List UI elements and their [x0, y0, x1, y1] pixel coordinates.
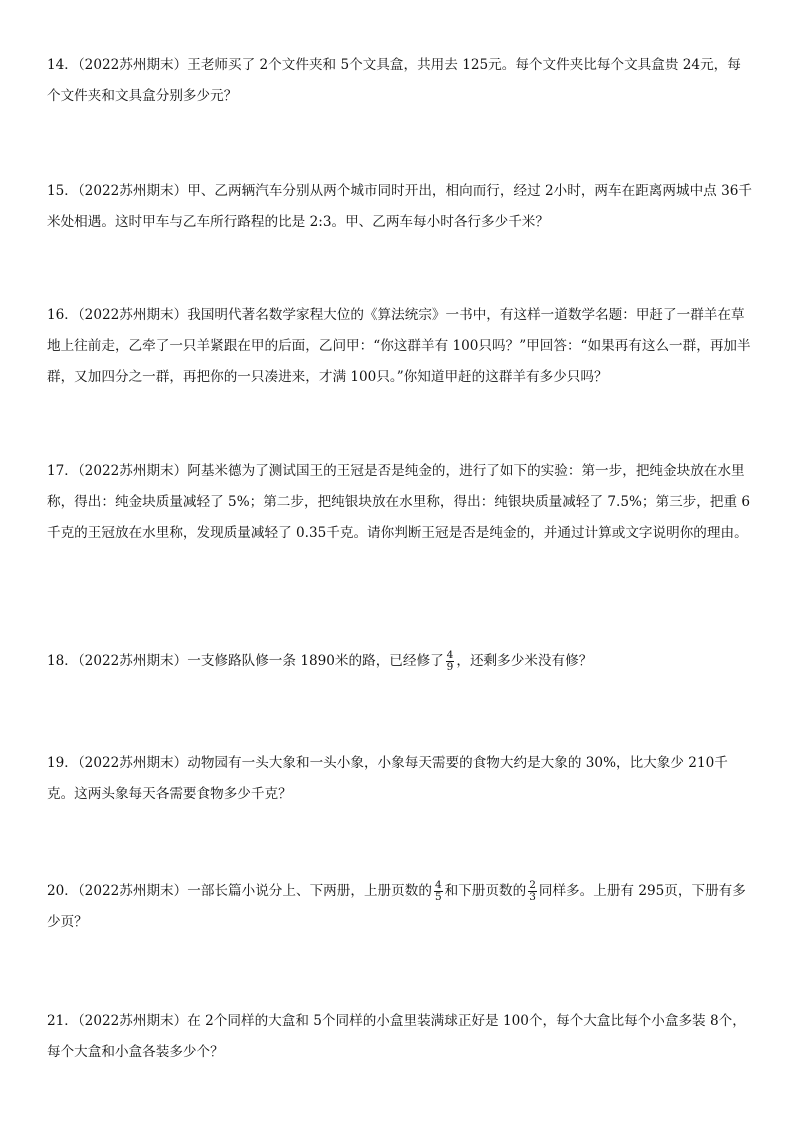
fraction-four-ninths: [446, 650, 455, 673]
question-14: [47, 50, 753, 112]
question-15: [47, 176, 753, 238]
question-19-text: 19．（2022苏州期末）动物园有一头大象和一头小象，小象每天需要的食物大约是大象的 30%，比大象少 210千克。这两头象每天各需要食物多少千克？: [47, 755, 728, 802]
fraction-denominator: 3: [529, 891, 536, 903]
question-14-text: 14．（2022苏州期末）王老师买了 2个文件夹和 5个文具盒，共用去 125元。每个文件夹比每个文具盒贵 24元，每个文件夹和文具盒分别多少元？: [47, 57, 741, 104]
question-18-text-b: ，还剩多少米没有修？: [456, 653, 593, 669]
fraction-two-thirds: [528, 880, 537, 903]
fraction-numerator: 4: [434, 879, 442, 891]
question-15-text: 15．（2022苏州期末）甲、乙两辆汽车分别从两个城市同时开出，相向而行，经过 2小时，两车在距离两城中点 36千米处相遇。这时甲车与乙车所行路程的比是 2:3。甲、乙两车每小时各行多少千米？: [47, 183, 752, 230]
question-16-text: 16．（2022苏州期末）我国明代著名数学家程大位的《算法统宗》一书中，有这样一道数学名题：甲赶了一群羊在草地上往前走，乙牵了一只羊紧跟在甲的后面，乙问甲：“你这群羊有 100只吗？”甲回答：“如果再有这么一群，再加半群，又加四分之一群，再把你的一只凑进来，才满 100只。”你知道甲赶的这群羊有多少只吗？: [47, 307, 751, 385]
question-18: [47, 646, 753, 677]
fraction-numerator: 2: [529, 879, 536, 891]
question-16: [47, 300, 753, 393]
question-21: [47, 1006, 753, 1068]
question-20-text-c: 同样多。上册有 295页，下册有多少页？: [47, 883, 746, 930]
question-17-text: 17．（2022苏州期末）阿基米德为了测试国王的王冠是否是纯金的，进行了如下的实验：第一步，把纯金块放在水里称，得出：纯金块质量减轻了 5%；第二步，把纯银块放在水里称，得出：纯银块质量减轻了 7.5%；第三步，把重 6千克的王冠放在水里称，发现质量减轻了 0.35千克。请你判断王冠是否是纯金的，并通过计算或文字说明你的理由。: [47, 463, 751, 541]
fraction-numerator: 4: [446, 649, 454, 661]
question-20: [47, 876, 753, 938]
question-17: [47, 456, 753, 549]
fraction-four-fifths: [434, 880, 443, 903]
fraction-denominator: 5: [434, 891, 442, 903]
question-21-text: 21．（2022苏州期末）在 2个同样的大盒和 5个同样的小盒里装满球正好是 100个，每个大盒比每个小盒多装 8个，每个大盒和小盒各装多少个？: [47, 1013, 746, 1060]
question-19: [47, 748, 753, 810]
question-18-text-a: 18．（2022苏州期末）一支修路队修一条 1890米的路，已经修了: [47, 653, 444, 669]
fraction-denominator: 9: [446, 661, 454, 673]
question-20-text-a: 20．（2022苏州期末）一部长篇小说分上、下两册，上册页数的: [47, 883, 432, 899]
question-20-text-b: 和下册页数的: [444, 883, 527, 899]
